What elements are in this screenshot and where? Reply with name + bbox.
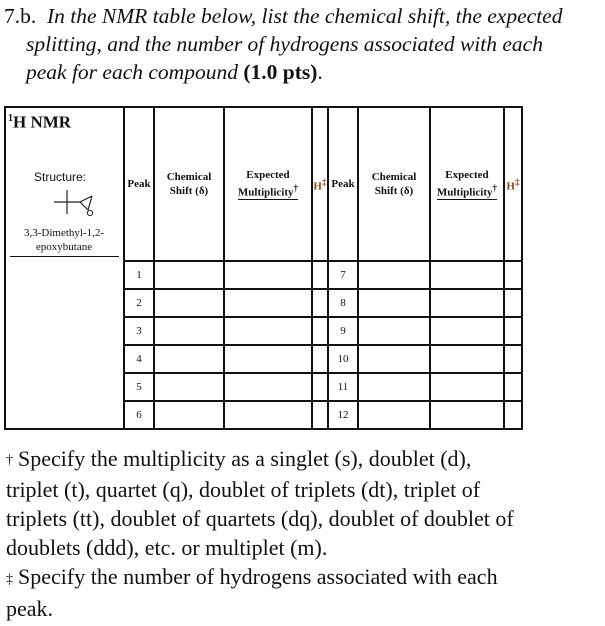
footnote-dagger-line-3: triplets (tt), doublet of quartets (dq), doublet of doublet of <box>6 506 514 532</box>
hydrogens-cell[interactable] <box>504 401 522 429</box>
multiplicity-cell[interactable] <box>430 401 504 429</box>
footnotes <box>6 444 602 623</box>
double-dagger-symbol: ‡ <box>6 571 13 587</box>
multiplicity-header-right: Expected Multiplicity† <box>430 107 504 261</box>
hydrogens-cell[interactable] <box>312 289 328 317</box>
hydrogens-cell[interactable] <box>312 317 328 345</box>
chemical-shift-cell[interactable] <box>154 317 224 345</box>
multiplicity-cell[interactable] <box>224 345 312 373</box>
multiplicity-cell[interactable] <box>224 317 312 345</box>
hydrogens-header-left: H‡ <box>312 107 328 261</box>
question-line-3: peak for each compound (1.0 pts). <box>26 60 323 84</box>
hydrogens-cell[interactable] <box>504 289 522 317</box>
peak-number: 3 <box>124 317 154 345</box>
peak-header-left: Peak <box>124 107 154 261</box>
nmr-title: $^1$H NMR <box>8 112 72 132</box>
peak-number: 9 <box>328 317 358 345</box>
question-line-1: 7.b. In the NMR table below, list the chemical shift, the expected <box>4 4 563 28</box>
multiplicity-cell[interactable] <box>430 261 504 289</box>
multiplicity-cell[interactable] <box>224 289 312 317</box>
peak-number: 2 <box>124 289 154 317</box>
chemical-shift-cell[interactable] <box>154 289 224 317</box>
chemical-shift-cell[interactable] <box>154 401 224 429</box>
multiplicity-cell[interactable] <box>430 345 504 373</box>
structure-cell <box>5 107 124 429</box>
chemical-shift-cell[interactable] <box>154 345 224 373</box>
hydrogens-cell[interactable] <box>504 345 522 373</box>
peak-number: 12 <box>328 401 358 429</box>
multiplicity-cell[interactable] <box>224 261 312 289</box>
multiplicity-cell[interactable] <box>224 401 312 429</box>
chemical-shift-cell[interactable] <box>358 261 430 289</box>
footnote-dagger-line-1: † Specify the multiplicity as a singlet (s), doublet (d), <box>6 444 602 475</box>
multiplicity-cell[interactable] <box>224 373 312 401</box>
peak-header-right: Peak <box>328 107 358 261</box>
peak-number: 10 <box>328 345 358 373</box>
chemical-shift-header-left: Chemical Shift (δ) <box>154 107 224 261</box>
hydrogens-cell[interactable] <box>312 401 328 429</box>
chemical-shift-cell[interactable] <box>358 401 430 429</box>
question-points: (1.0 pts) <box>243 60 318 84</box>
hydrogens-cell[interactable] <box>312 373 328 401</box>
multiplicity-cell[interactable] <box>430 317 504 345</box>
chemical-shift-cell[interactable] <box>154 373 224 401</box>
chemical-shift-cell[interactable] <box>154 261 224 289</box>
peak-number: 1 <box>124 261 154 289</box>
hydrogens-cell[interactable] <box>504 317 522 345</box>
hydrogens-cell[interactable] <box>312 345 328 373</box>
peak-number: 7 <box>328 261 358 289</box>
footnote-ddagger-line-2: peak. <box>6 595 54 621</box>
multiplicity-header-left: Expected Multiplicity† <box>224 107 312 261</box>
compound-underline <box>10 256 119 257</box>
peak-number: 6 <box>124 401 154 429</box>
footnote-dagger-line-2: triplet (t), quartet (q), doublet of triplets (dt), triplet of <box>6 477 481 503</box>
chemical-shift-cell[interactable] <box>358 373 430 401</box>
hydrogens-cell[interactable] <box>504 261 522 289</box>
footnote-ddagger-line-1: ‡ Specify the number of hydrogens associated with each <box>6 562 602 593</box>
peak-number: 4 <box>124 345 154 373</box>
structure-label: Structure: <box>34 170 87 184</box>
footnote-dagger-line-4: doublets (ddd), etc. or multiplet (m). <box>6 535 328 561</box>
multiplicity-cell[interactable] <box>430 289 504 317</box>
epoxide-structure-drawing <box>50 188 100 224</box>
multiplicity-cell[interactable] <box>430 373 504 401</box>
compound-name: 3,3-Dimethyl-1,2- epoxybutane <box>23 227 105 253</box>
chemical-shift-cell[interactable] <box>358 345 430 373</box>
hydrogens-header-right: H‡ <box>504 107 522 261</box>
question-number: 7.b. <box>4 4 37 28</box>
chemical-shift-cell[interactable] <box>358 317 430 345</box>
peak-number: 5 <box>124 373 154 401</box>
peak-number: 11 <box>328 373 358 401</box>
question-text <box>4 2 600 86</box>
table-header-row <box>5 107 522 261</box>
chemical-shift-header-right: Chemical Shift (δ) <box>358 107 430 261</box>
peak-number: 8 <box>328 289 358 317</box>
chemical-shift-cell[interactable] <box>358 289 430 317</box>
hydrogens-cell[interactable] <box>312 261 328 289</box>
dagger-symbol: † <box>6 453 13 469</box>
nmr-table <box>4 106 523 430</box>
question-line-2: splitting, and the number of hydrogens associated with each <box>26 32 543 56</box>
hydrogens-cell[interactable] <box>504 373 522 401</box>
